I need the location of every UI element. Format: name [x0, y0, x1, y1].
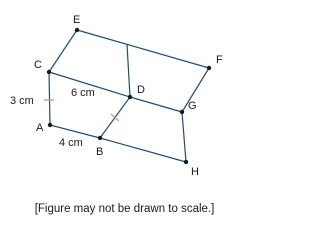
edge-b-h	[100, 138, 186, 162]
vertex-label-h: H	[191, 166, 199, 178]
measure-ca-label: 3 cm	[10, 95, 34, 107]
edge-e-d-hidden	[127, 44, 130, 97]
measurement-labels	[10, 87, 95, 149]
tick-bd	[111, 114, 119, 121]
edge-e-f	[77, 30, 209, 68]
measure-ab-label: 4 cm	[59, 137, 83, 149]
vertex-a-dot	[48, 123, 52, 127]
vertex-label-e: E	[73, 14, 81, 26]
edge-c-a	[49, 72, 50, 125]
edge-g-h	[182, 112, 186, 162]
vertex-g-dot	[180, 110, 184, 114]
figure-caption: [Figure may not be drawn to scale.]	[34, 203, 215, 215]
vertex-label-f: F	[216, 54, 223, 66]
vertex-h-dot	[184, 160, 188, 164]
vertex-label-d: D	[137, 84, 145, 96]
vertex-d-dot	[128, 95, 132, 99]
vertex-label-a: A	[36, 122, 44, 134]
vertex-label-c: C	[34, 59, 42, 71]
measure-cd-label: 6 cm	[71, 87, 95, 99]
vertex-label-g: G	[188, 100, 197, 112]
vertex-b-dot	[98, 136, 102, 140]
edge-d-g	[130, 97, 182, 112]
vertex-e-dot	[75, 28, 79, 32]
vertex-c-dot	[47, 70, 51, 74]
tick-marks	[44, 100, 119, 121]
edge-c-e	[49, 30, 77, 72]
vertex-f-dot	[207, 66, 211, 70]
vertex-label-b: B	[96, 146, 104, 158]
